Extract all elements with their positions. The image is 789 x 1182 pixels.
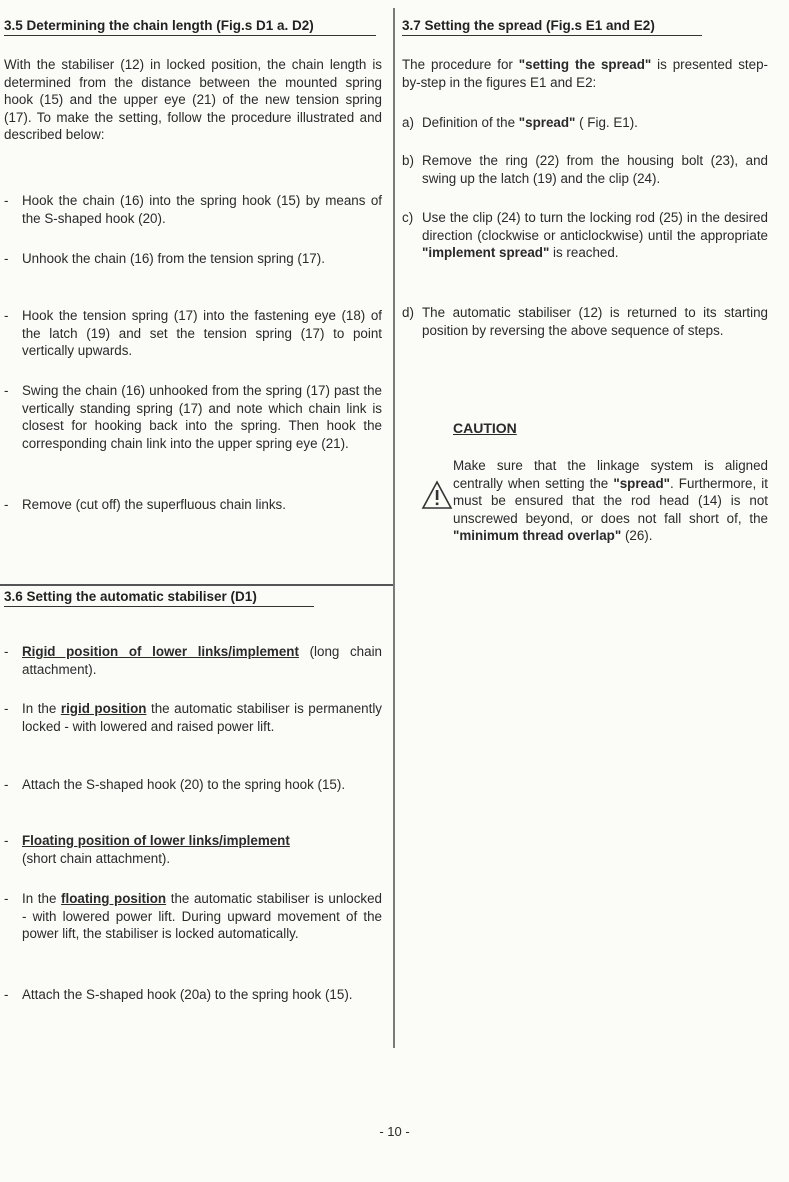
step-unhook-chain: Unhook the chain (16) from the tension spring (17). xyxy=(22,251,325,266)
rigid-position-term: rigid position xyxy=(60,701,147,716)
step-label-c: c) xyxy=(402,210,414,225)
bullet-dash: - xyxy=(4,308,9,323)
floating-position-term: floating position xyxy=(61,891,167,906)
column-divider xyxy=(393,8,395,1048)
warning-triangle-icon xyxy=(421,480,453,510)
section-3-5-title: 3.5 Determining the chain length (Fig.s D1 a. D2) xyxy=(4,18,376,36)
step-label-a: a) xyxy=(402,115,414,130)
step-label-b: b) xyxy=(402,153,414,168)
section-separator xyxy=(0,584,393,586)
step-b-text: Remove the ring (22) from the housing bolt (23), and swing up the latch (19) and the clip (24). xyxy=(422,153,768,186)
step-swing-chain: Swing the chain (16) unhooked from the spring (17) past the vertically standing spring (17) and note which chain link is closest for hooking back into the spring. Then hook the corresponding chain link into the upper spring eye (21). xyxy=(22,383,382,451)
floating-position-heading xyxy=(22,832,382,867)
bullet-dash: - xyxy=(4,777,9,792)
rigid-position-text: In the rigid position the automatic stabiliser is permanently locked - with lowered and raised power lift. xyxy=(22,701,382,734)
floating-heading-rest: (short chain attachment). xyxy=(22,850,171,866)
bullet-dash: - xyxy=(4,251,9,266)
bullet-dash: - xyxy=(4,891,9,906)
bullet-dash: - xyxy=(4,193,9,208)
attach-hook-20: Attach the S-shaped hook (20) to the spring hook (15). xyxy=(22,777,346,792)
step-c-text: Use the clip (24) to turn the locking rod (25) in the desired direction (clockwise or anticlockwise) until the appropriate "implement spread" is reached. xyxy=(422,210,768,260)
bullet-dash: - xyxy=(4,497,9,512)
step-hook-spring: Hook the tension spring (17) into the fastening eye (18) of the latch (19) and set the tension spring (17) to point vertically upwards. xyxy=(22,308,382,358)
section-3-5-intro: With the stabiliser (12) in locked position, the chain length is determined from the distance between the mounted spring hook (15) and the upper eye (21) of the new tension spring (17). To make the setting, follow the procedure illustrated and described below: xyxy=(4,57,382,142)
rigid-position-heading xyxy=(22,643,382,678)
rigid-heading-text: Rigid position of lower links/implement xyxy=(22,644,299,659)
step-d-text: The automatic stabiliser (12) is returned to its starting position by reversing the above sequence of steps. xyxy=(422,305,768,338)
step-a-text: Definition of the "spread" ( Fig. E1). xyxy=(422,115,638,130)
bullet-dash: - xyxy=(4,833,9,848)
section-3-7-intro: The procedure for "setting the spread" is presented step-by-step in the figures E1 and E2: xyxy=(402,57,768,90)
step-hook-chain: Hook the chain (16) into the spring hook (15) by means of the S-shaped hook (20). xyxy=(22,193,382,226)
bullet-dash: - xyxy=(4,644,9,659)
step-label-d: d) xyxy=(402,305,414,320)
bullet-dash: - xyxy=(4,987,9,1002)
caution-title: CAUTION xyxy=(453,420,517,436)
floating-heading-text: Floating position of lower links/implement xyxy=(22,833,290,848)
section-3-6-title: 3.6 Setting the automatic stabiliser (D1) xyxy=(4,589,314,607)
floating-position-text: In the floating position the automatic stabiliser is unlocked - with lowered power lift. During upward movement of the power lift, the stabiliser is locked automatically. xyxy=(22,891,382,941)
page-number: - 10 - xyxy=(379,1124,410,1139)
section-3-7-title: 3.7 Setting the spread (Fig.s E1 and E2) xyxy=(402,18,702,36)
rigid-heading-rest: (long chain attachment). xyxy=(22,644,382,677)
step-remove-links: Remove (cut off) the superfluous chain links. xyxy=(22,497,286,512)
bullet-dash: - xyxy=(4,701,9,716)
attach-hook-20a: Attach the S-shaped hook (20a) to the spring hook (15). xyxy=(22,987,353,1002)
caution-text: Make sure that the linkage system is aligned centrally when setting the "spread". Furthermore, it must be ensured that the rod head (14) is not unscrewed beyond, or does not fall short of, the "minimum thread overlap" (26). xyxy=(453,458,768,543)
bullet-dash: - xyxy=(4,383,9,398)
